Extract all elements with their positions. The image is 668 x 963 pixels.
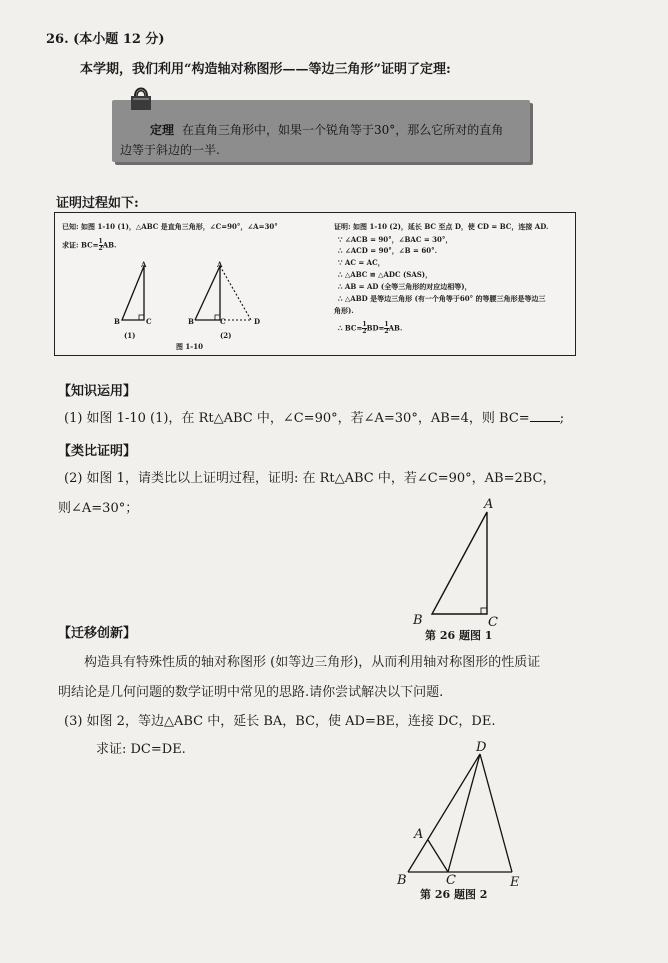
figure-2-label-A: A [414,827,424,842]
theorem-line2: 边等于斜边的一半. [120,143,220,157]
theorem-text [120,120,523,160]
question-1-text: (1) 如图 1-10 (1)，在 Rt△ABC 中，∠C=90°，若∠A=30°，AB=4，则 BC= [64,411,530,426]
proof-step-5: ∴ AB = AD (全等三角形的对应边相等)， [338,282,472,291]
figure-1-label-C: C [488,615,498,630]
figure-2-caption: 第 26 题图 2 [420,888,488,901]
fig2-label-A: A [217,260,223,269]
conclusion-mid: BD= [366,323,385,333]
theorem-line1: 在直角三角形中，如果一个锐角等于30°，那么它所对的直角 [182,123,504,137]
proof-step-1: ∵ ∠ACB = 90°，∠BAC = 30°， [338,235,453,244]
conclusion-prefix: ∴ BC= [338,323,363,333]
fig1-label-C: C [146,317,152,326]
problem-header: 26. (本小题 12 分) [46,32,165,47]
proof-heading: 证明过程如下: [56,196,139,211]
section-3-para-line1: 构造具有特殊性质的轴对称图形 (如等边三角形)，从而利用轴对称图形的性质证 [84,655,541,670]
question-2-line2: 则∠A=30°； [58,501,139,516]
figure-2-label-B: B [397,873,407,888]
question-1-suffix: ; [559,411,565,426]
conclusion-num-2: 1 [384,321,389,328]
question-3-line2: 求证: DC=DE. [96,742,186,757]
figure-2-label-E: E [510,875,520,890]
section-innovation-title: 【迁移创新】 [58,626,137,641]
answer-blank[interactable] [530,409,560,422]
section-knowledge-title: 【知识运用】 [58,384,137,399]
fig-1-10-caption: 图 1-10 [176,342,203,351]
figure-1-label-A: A [484,497,494,512]
question-3-line1: (3) 如图 2，等边△ABC 中，延长 BA，BC，使 AD=BE，连接 DC，DE. [64,714,496,729]
proof-step-2: ∴ ∠ACD = 90°，∠B = 60°. [338,246,438,255]
fig1-label-B: B [114,317,120,326]
fraction-den: 2 [98,245,103,252]
figure-2-label-C: C [446,873,456,888]
intro-line: 本学期，我们利用“构造轴对称图形——等边三角形”证明了定理: [80,62,451,77]
section-analogy-title: 【类比证明】 [58,444,137,459]
proof-step-3: ∵ AC = AC， [338,258,385,267]
proof-step-4: ∴ △ABC ≌ △ADC (SAS)， [338,270,433,279]
figure-1-caption: 第 26 题图 1 [425,629,493,642]
fig2-label-C: C [220,317,226,326]
prove-prefix: 求证: BC= [62,240,99,250]
conclusion-den-2: 2 [384,328,389,335]
proof-step-0: 证明: 如图 1-10 (2)，延长 BC 至点 D，使 CD = BC，连接 AD. [334,222,549,231]
prove-line [62,239,117,252]
binder-clip-icon [128,84,154,114]
proof-conclusion [338,322,402,335]
given-line: 已知: 如图 1-10 (1)，△ABC 是直角三角形，∠C=90°，∠A=30° [62,222,278,231]
fig1-label-A: A [141,260,147,269]
conclusion-suffix: AB. [388,323,403,333]
fig2-sub-label: (2) [220,331,232,340]
proof-step-7: 角形). [334,306,354,315]
figure-1 [420,498,510,624]
section-3-para-line2: 明结论是几何问题的数学证明中常见的思路.请你尝试解决以下问题. [58,685,444,700]
prove-suffix: AB. [102,240,117,250]
figure-1-label-B: B [413,613,423,628]
fraction-num: 1 [98,238,103,245]
fig2-label-B: B [188,317,194,326]
question-1 [64,409,564,428]
conclusion-den-1: 2 [362,328,367,335]
fig2-label-D: D [254,317,261,326]
theorem-label: 定理 [150,123,175,137]
proof-step-6: ∴ △ABD 是等边三角形 (有一个角等于60° 的等腰三角形是等边三 [338,294,546,303]
conclusion-num-1: 1 [362,321,367,328]
figure-2 [398,744,528,880]
fig1-sub-label: (1) [124,331,136,340]
question-2-line1: (2) 如图 1，请类比以上证明过程，证明: 在 Rt△ABC 中，若∠C=90°，AB=2BC， [64,471,556,486]
figure-2-label-D: D [476,740,487,755]
